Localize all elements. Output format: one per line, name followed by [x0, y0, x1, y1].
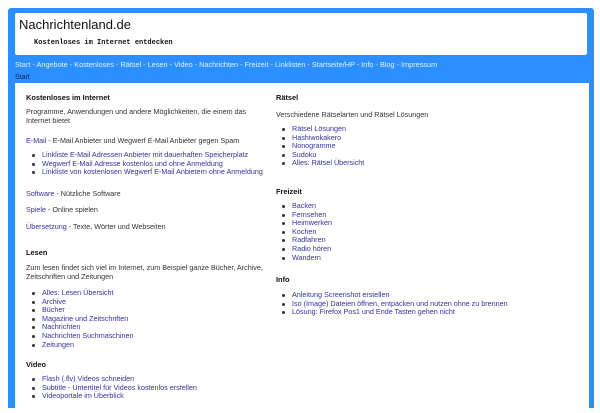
raetsel-list	[276, 125, 364, 168]
nav-separator: -	[114, 60, 121, 69]
section-heading-kostenloses: Kostenloses im Internet	[26, 93, 110, 102]
nav-lesen[interactable]: Lesen	[147, 60, 168, 69]
video-link[interactable]: Subtitle - Untertitel für Videos kostenlos erstellen	[42, 382, 197, 392]
lesen-link[interactable]: Zeitungen	[42, 339, 74, 349]
list-item	[276, 142, 364, 151]
nav-separator: -	[67, 60, 75, 69]
email-desc: - E-Mail Anbieter und Wegwerf E-Mail Anbieter gegen Spam	[46, 136, 240, 145]
site-title[interactable]: Nachrichtenland.de	[19, 17, 132, 32]
nav-separator: -	[238, 60, 245, 69]
nav-start[interactable]: Start	[15, 60, 31, 69]
page-frame	[8, 8, 594, 408]
raetsel-link[interactable]: Rätsel Lösungen	[292, 124, 346, 133]
freizeit-link[interactable]: Backen	[292, 201, 316, 210]
lesen-intro: Zum lesen findet sich viel im Internet, zum Beispiel ganze Bücher, Archive, Zeitschriften und Zeitungen	[26, 263, 263, 281]
main-nav	[15, 60, 437, 69]
uebersetzung-line	[26, 222, 166, 231]
site-tagline: Kostenloses im Internet entdecken	[34, 39, 173, 47]
nav-linklisten[interactable]: Linklisten	[275, 60, 306, 69]
info-link[interactable]: Lösung: Firefox Pos1 und Ende Tasten gehen nicht	[292, 307, 455, 317]
software-desc: - Nützliche Software	[54, 189, 121, 198]
video-link[interactable]: Flash (.flv) Videos schneiden	[42, 374, 135, 383]
lesen-link[interactable]: Nachrichten Suchmaschinen	[42, 330, 134, 340]
spiele-line	[26, 205, 98, 214]
nav-angebote[interactable]: Angebote	[36, 60, 68, 69]
nav-raetsel[interactable]: Rätsel	[120, 60, 142, 69]
uebersetzung-link[interactable]: Übersetzung	[26, 222, 67, 231]
video-link[interactable]: Videoportale im Überblick	[42, 391, 124, 401]
info-link[interactable]: Iso (Image) Dateien öffnen, entpacken und nutzen ohne zu brennen	[292, 298, 508, 308]
nav-separator: -	[305, 60, 312, 69]
list-item	[26, 392, 197, 401]
section-heading-video: Video	[26, 360, 46, 369]
nav-separator: -	[30, 60, 37, 69]
spiele-link[interactable]: Spiele	[26, 205, 46, 214]
email-line	[26, 136, 239, 145]
email-list-link[interactable]: Linkliste von kostenlosen Wegwerf E-Mail Anbietern ohne Anmeldung	[42, 167, 263, 177]
nav-separator: -	[268, 60, 275, 69]
freizeit-link[interactable]: Wandern	[292, 252, 321, 262]
list-item	[26, 341, 134, 350]
nav-nachrichten[interactable]: Nachrichten	[199, 60, 239, 69]
lesen-link[interactable]: Magazine und Zeitschriften	[42, 313, 129, 323]
nav-blog[interactable]: Blog	[379, 60, 395, 69]
lesen-link[interactable]: Archive	[42, 296, 66, 306]
freizeit-link[interactable]: Heimwerken	[292, 218, 332, 228]
section-heading-freizeit: Freizeit	[276, 187, 302, 196]
info-list	[276, 291, 508, 317]
section-heading-lesen: Lesen	[26, 248, 48, 257]
nav-impressum[interactable]: Impressum	[401, 60, 438, 69]
nav-kostenloses[interactable]: Kostenloses	[74, 60, 115, 69]
nav-freizeit[interactable]: Freizeit	[244, 60, 269, 69]
section-heading-raetsel: Rätsel	[276, 93, 299, 102]
spiele-desc: - Online spielen	[45, 205, 98, 214]
info-link[interactable]: Anleitung Screenshot erstellen	[292, 290, 390, 299]
kostenloses-intro: Programme, Anwendungen und andere Möglichkeiten, die einem das Internet bietet	[26, 107, 247, 125]
email-list-link[interactable]: Linkliste E-Mail Adressen Anbieter mit dauerhaften Speicherplatz	[42, 150, 249, 159]
freizeit-link[interactable]: Radio hören	[292, 243, 332, 253]
list-item	[276, 159, 364, 168]
raetsel-link[interactable]: Sudoku	[292, 149, 317, 159]
nav-separator: -	[373, 60, 380, 69]
lesen-link[interactable]: Bücher	[42, 305, 65, 315]
freizeit-link[interactable]: Fernsehen	[292, 209, 327, 219]
freizeit-list	[276, 202, 332, 262]
email-list-link[interactable]: Wegwerf E-Mail Adresse kostenlos und ohne Anmeldung	[42, 158, 223, 168]
software-line	[26, 189, 121, 198]
raetsel-link[interactable]: Hashiwokakero	[292, 132, 342, 142]
nav-separator: -	[354, 60, 362, 69]
video-list	[26, 375, 197, 401]
list-item	[276, 254, 332, 263]
nav-separator: -	[141, 60, 148, 69]
nav-video[interactable]: Video	[174, 60, 193, 69]
nav-separator: -	[167, 60, 175, 69]
software-link[interactable]: Software	[26, 189, 55, 198]
main-content	[15, 83, 589, 413]
section-heading-info: Info	[276, 275, 290, 284]
lesen-link[interactable]: Nachrichten	[42, 322, 81, 332]
nav-info[interactable]: Info	[361, 60, 374, 69]
raetsel-intro: Verschiedene Rätselarten und Rätsel Lösungen	[276, 110, 429, 119]
site-header	[15, 13, 587, 55]
nav-startseite-hp[interactable]: Startseite/HP	[311, 60, 355, 69]
breadcrumb: Start	[15, 74, 30, 81]
nav-separator: -	[394, 60, 402, 69]
list-item	[276, 308, 508, 317]
uebersetzung-desc: - Texte, Wörter und Webseiten	[66, 222, 166, 231]
list-item	[26, 168, 263, 177]
freizeit-link[interactable]: Radfahren	[292, 235, 326, 245]
raetsel-link[interactable]: Alles: Rätsel Übersicht	[292, 158, 365, 168]
email-list	[26, 151, 263, 177]
lesen-list	[26, 289, 134, 349]
raetsel-link[interactable]: Nonogramme	[292, 141, 336, 151]
nav-separator: -	[192, 60, 200, 69]
freizeit-link[interactable]: Kochen	[292, 226, 317, 236]
email-link[interactable]: E-Mail	[26, 136, 47, 145]
lesen-link[interactable]: Alles: Lesen Übersicht	[42, 288, 114, 297]
